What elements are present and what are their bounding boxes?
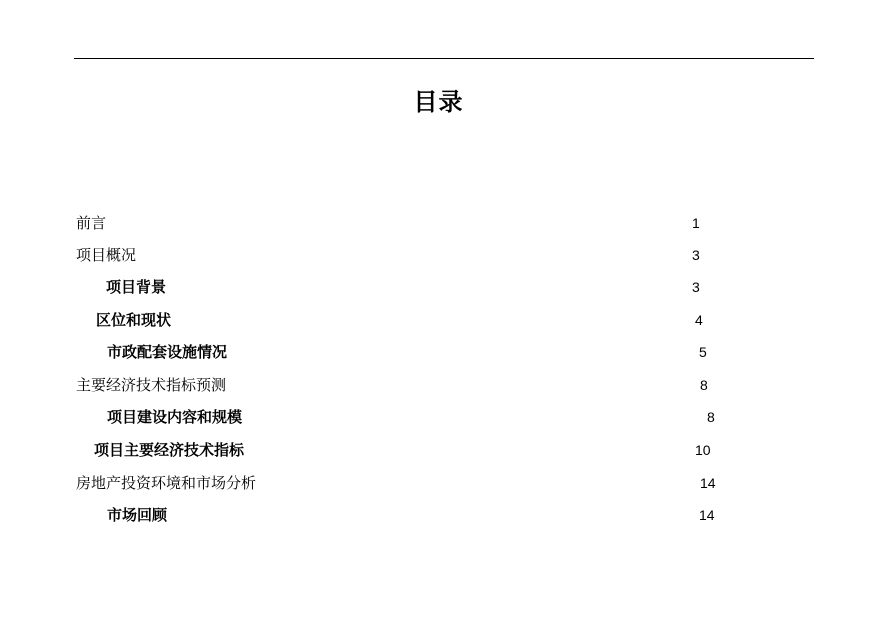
toc-entry[interactable]	[0, 374, 877, 396]
toc-entry-page: 3	[692, 247, 700, 263]
toc-entry-page: 14	[699, 507, 715, 523]
toc-entry-label: 项目建设内容和规模	[107, 408, 243, 426]
toc-entry-label: 项目背景	[106, 278, 167, 296]
toc-entry-label: 项目概况	[76, 246, 137, 264]
toc-entry-label: 前言	[76, 214, 107, 232]
toc-entry-label: 市场回顾	[107, 506, 168, 524]
toc-entry[interactable]	[0, 309, 877, 331]
toc-entry[interactable]	[0, 212, 877, 234]
toc-entry[interactable]	[0, 439, 877, 461]
toc-entry-page: 3	[692, 279, 700, 295]
toc-entry-label: 区位和现状	[96, 311, 172, 329]
toc-entry-page: 14	[700, 475, 716, 491]
toc-entry[interactable]	[0, 472, 877, 494]
page-title: 目录	[413, 88, 464, 116]
toc-entry-label: 房地产投资环境和市场分析	[76, 474, 257, 492]
toc-entry-label: 项目主要经济技术指标	[94, 441, 245, 459]
toc-entry-page: 1	[692, 215, 700, 231]
toc-entry-label: 主要经济技术指标预测	[76, 376, 227, 394]
toc-entry[interactable]	[0, 341, 877, 363]
toc-entry[interactable]	[0, 244, 877, 266]
toc-entry-page: 4	[695, 312, 703, 328]
toc-entry[interactable]	[0, 504, 877, 526]
toc-entry-page: 8	[700, 377, 708, 393]
toc-entry[interactable]	[0, 276, 877, 298]
toc-entry[interactable]	[0, 406, 877, 428]
toc-entry-page: 5	[699, 344, 707, 360]
toc-entry-page: 8	[707, 409, 715, 425]
toc-entry-label: 市政配套设施情况	[107, 343, 228, 361]
toc-entry-page: 10	[695, 442, 711, 458]
